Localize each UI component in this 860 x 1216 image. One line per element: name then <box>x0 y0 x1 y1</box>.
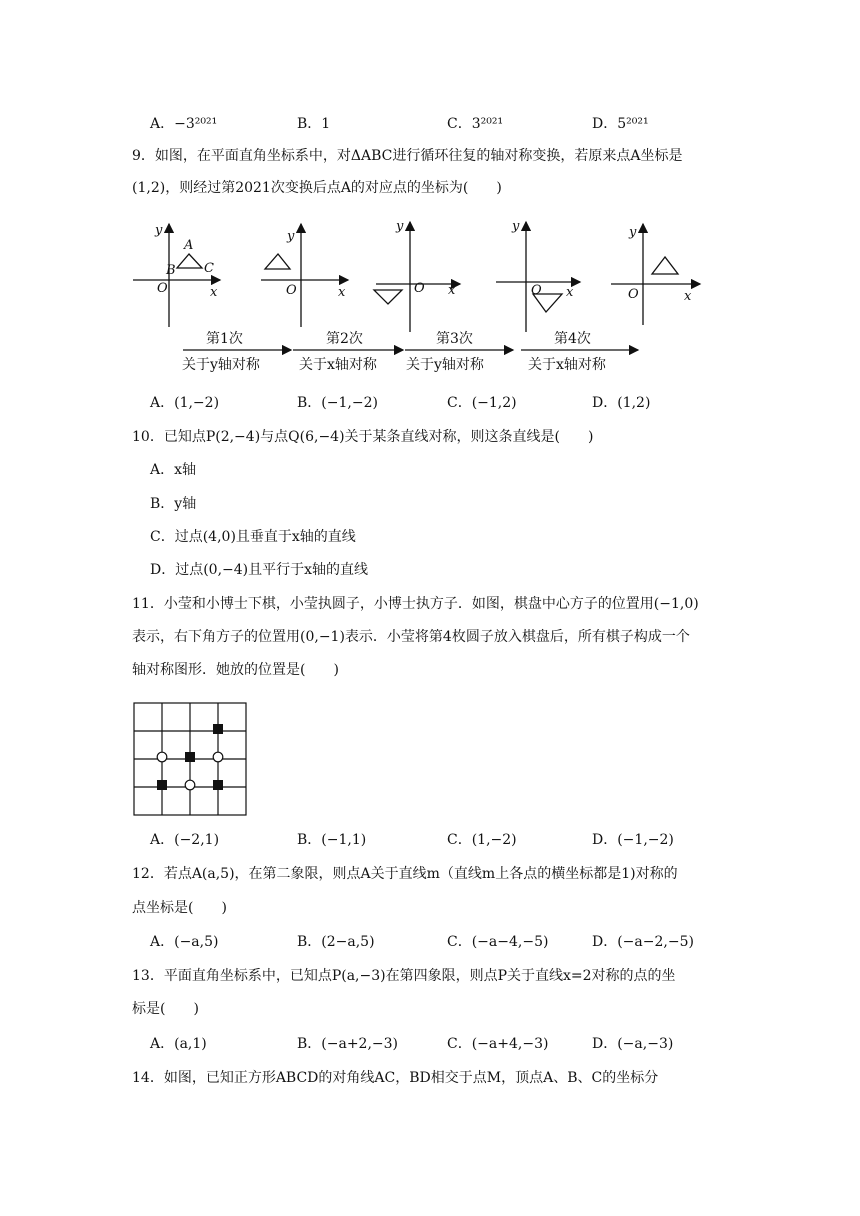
q9-option-d: D．(1,2) <box>592 395 651 411</box>
q8-option-a: A．−3²⁰²¹ <box>150 116 218 132</box>
q9-options <box>150 392 750 414</box>
q10-option-d: D．过点(0,−4)且平行于x轴的直线 <box>150 562 369 578</box>
q11-stem-line3: 轴对称图形．她放的位置是( ) <box>132 662 339 678</box>
square-piece <box>157 780 167 790</box>
q8-option-b: B．1 <box>297 116 331 132</box>
step-1-top: 第1次 <box>206 331 243 347</box>
axis-x-label-3: x <box>448 283 456 298</box>
q11-option-a: A．(−2,1) <box>150 832 220 848</box>
q9-option-a: A．(1,−2) <box>150 395 220 411</box>
point-b-label: B <box>166 263 176 278</box>
origin-label-3: O <box>414 281 425 296</box>
q8-options <box>150 113 750 135</box>
q12-option-a: A．(−a,5) <box>150 934 219 950</box>
step-1-bottom: 关于y轴对称 <box>182 357 260 373</box>
q13-stem-line1: 13．平面直角坐标系中，已知点P(a,−3)在第四象限，则点P关于直线x=2对称的点的坐 <box>132 968 676 984</box>
q13-option-b: B．(−a+2,−3) <box>297 1036 399 1052</box>
q10-option-a: A．x轴 <box>150 462 197 478</box>
q12-stem-line1: 12．若点A(a,5)，在第二象限，则点A关于直线m（直线m上各点的横坐标都是1)对称的 <box>132 866 678 882</box>
q9-stem-line2: (1,2)，则经过第2021次变换后点A的对应点的坐标为( ) <box>132 180 502 196</box>
axis-x-label-5: x <box>684 289 692 304</box>
q12-option-b: B．(2−a,5) <box>297 934 375 950</box>
square-piece <box>213 724 223 734</box>
axis-y-label-5: y <box>629 225 637 240</box>
q9-option-b: B．(−1,−2) <box>297 395 378 411</box>
q11-option-b: B．(−1,1) <box>297 832 367 848</box>
axis-y-label-4: y <box>512 219 520 234</box>
q11-stem-line2: 表示，右下角方子的位置用(0,−1)表示．小莹将第4枚圆子放入棋盘后，所有棋子构成一个 <box>132 629 690 645</box>
q14-stem-line1: 14．如图，已知正方形ABCD的对角线AC，BD相交于点M，顶点A、B、C的坐标分 <box>132 1070 659 1086</box>
axis-x-label-4: x <box>566 285 574 300</box>
axis-x-label-1: x <box>210 285 218 300</box>
axis-y-label-3: y <box>396 219 404 234</box>
point-a-label: A <box>184 238 194 253</box>
q9-figure <box>128 212 718 377</box>
q10-stem: 10．已知点P(2,−4)与点Q(6,−4)关于某条直线对称，则这条直线是( ) <box>132 429 594 445</box>
q10-option-b: B．y轴 <box>150 496 197 512</box>
q12-stem-line2: 点坐标是( ) <box>132 900 227 916</box>
q11-option-c: C．(1,−2) <box>447 832 517 848</box>
round-piece <box>213 752 223 762</box>
q13-options <box>150 1033 750 1055</box>
q11-option-d: D．(−1,−2) <box>592 832 674 848</box>
q9-option-c: C．(−1,2) <box>447 395 517 411</box>
q10-option-c: C．过点(4,0)且垂直于x轴的直线 <box>150 529 356 545</box>
origin-label-5: O <box>628 287 639 302</box>
q13-option-d: D．(−a,−3) <box>592 1036 674 1052</box>
q11-options <box>150 829 750 851</box>
q9-stem-line1: 9．如图，在平面直角坐标系中，对ΔABC进行循环往复的轴对称变换，若原来点A坐标是 <box>132 148 683 164</box>
q13-stem-line2: 标是( ) <box>132 1001 199 1017</box>
round-piece <box>185 780 195 790</box>
q12-options <box>150 931 750 953</box>
step-3-bottom: 关于y轴对称 <box>406 357 484 373</box>
origin-label-1: O <box>157 281 168 296</box>
q11-stem-line1: 11．小莹和小博士下棋，小莹执圆子，小博士执方子．如图，棋盘中心方子的位置用(−1,0) <box>132 596 699 612</box>
axis-y-label-1: y <box>155 223 163 238</box>
origin-label-2: O <box>286 283 297 298</box>
q13-option-a: A．(a,1) <box>150 1036 207 1052</box>
step-2-top: 第2次 <box>326 331 363 347</box>
round-piece <box>157 752 167 762</box>
square-piece <box>213 780 223 790</box>
q11-chessboard <box>130 700 250 818</box>
axis-x-label-2: x <box>338 285 346 300</box>
q8-option-d: D．5²⁰²¹ <box>592 116 649 132</box>
step-3-top: 第3次 <box>436 331 473 347</box>
point-c-label: C <box>204 261 214 276</box>
q12-option-c: C．(−a−4,−5) <box>447 934 549 950</box>
q12-option-d: D．(−a−2,−5) <box>592 934 694 950</box>
q13-option-c: C．(−a+4,−3) <box>447 1036 549 1052</box>
square-piece <box>185 752 195 762</box>
axis-y-label-2: y <box>287 229 295 244</box>
step-2-bottom: 关于x轴对称 <box>299 357 377 373</box>
origin-label-4: O <box>531 283 542 298</box>
step-4-bottom: 关于x轴对称 <box>528 357 606 373</box>
step-4-top: 第4次 <box>554 331 591 347</box>
q8-option-c: C．3²⁰²¹ <box>447 116 504 132</box>
